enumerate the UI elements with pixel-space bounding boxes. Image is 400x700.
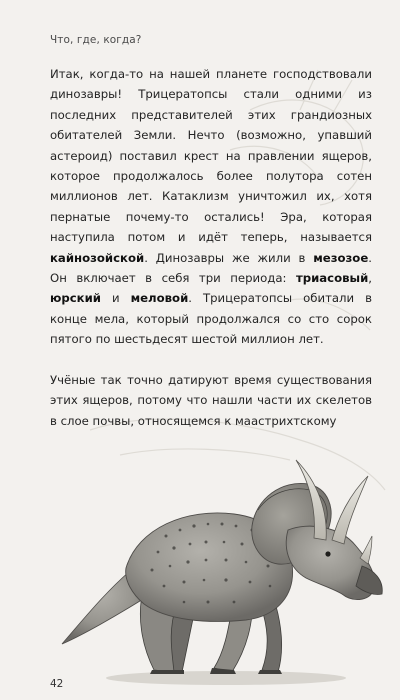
- paragraph-1: [50, 64, 372, 350]
- text-run: . Трицератопсы обитали в конце мела, который продолжался со сто сорок пятого по шестьдесят шестой миллион лет.: [50, 291, 373, 347]
- text-run: ,: [368, 271, 372, 286]
- running-head: Что, где, когда?: [50, 34, 142, 46]
- text-run: Итак, когда-то на нашей планете господствовали динозавры! Трицератопсы стали одними из последних представителей этих грандиозных обитателей Земли. Нечто (возможно, упавший астероид) поставил крест на правлении ящеров, которое продолжалось более полутора сотен миллионов лет. Катаклизм уничтожил их, хотя пернатые почему-то остались! Эра, которая наступила потом и идёт теперь, называется: [50, 67, 372, 245]
- text-run: . Он включает в себя три периода:: [50, 250, 372, 286]
- page-number: 42: [50, 678, 64, 690]
- bold-term: кайнозойской: [50, 250, 145, 265]
- bold-term: меловой: [130, 291, 189, 306]
- text-run: и: [100, 291, 131, 306]
- fore-leg-far: [261, 606, 282, 672]
- bold-term: юрский: [50, 291, 101, 306]
- bold-term: триасовый: [295, 271, 369, 286]
- eye: [325, 551, 330, 556]
- brow-horn-right: [332, 476, 368, 544]
- bold-term: мезозое: [313, 250, 369, 265]
- triceratops-illustration: [56, 456, 386, 688]
- paragraph-2: Учёные так точно датируют время существования этих ящеров, потому что нашли части их скелетов в слое почвы, относящемся к маастрихтскому: [50, 373, 372, 428]
- text-run: . Динозавры же жили в: [144, 250, 314, 265]
- body-text: [50, 64, 372, 431]
